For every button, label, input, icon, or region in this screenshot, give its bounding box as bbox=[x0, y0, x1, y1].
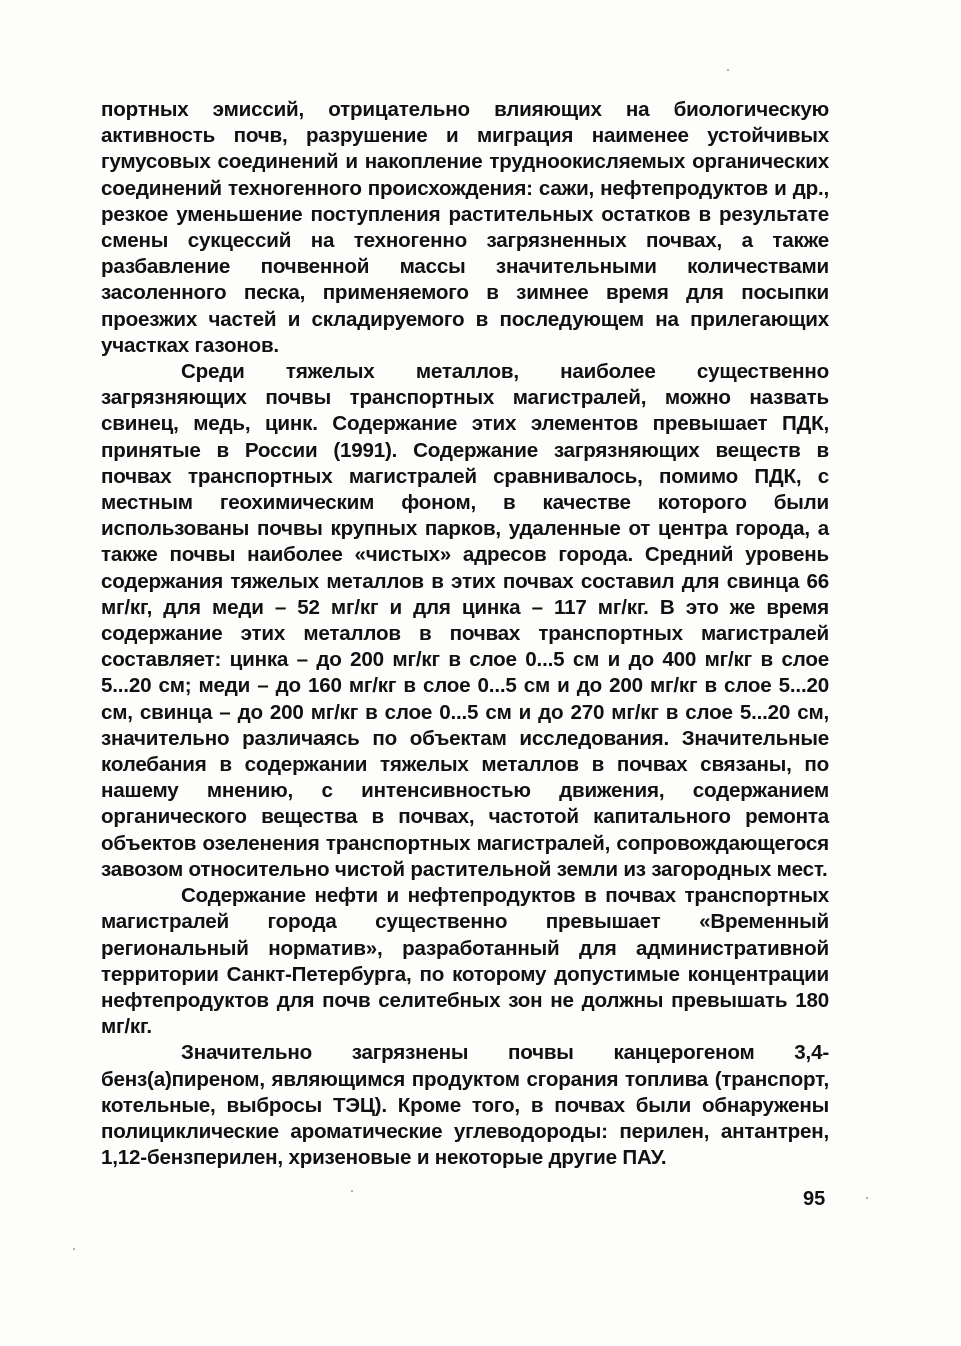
scan-speck bbox=[73, 1248, 75, 1250]
scan-speck bbox=[866, 1197, 868, 1199]
paragraph-heavy-metals: Среди тяжелых металлов, наиболее существенно загрязняющих почвы транспортных магистралей, можно назвать свинец, медь, цинк. Содержание этих элементов превышает ПДК, принятые в России (1991). Содержание загрязняющих веществ в почвах транспортных магистралей сравнивалось, помимо ПДК, с местным геохимическим фоном, в качестве которого были использованы почвы крупных парков, удаленные от центра города, а также почвы наиболее «чистых» адресов города. Средний уровень содержания тяжелых металлов в этих почвах составил для свинца 66 мг/кг, для меди – 52 мг/кг и для цинка – 117 мг/кг. В это же время содержание этих металлов в почвах транспортных магистралей составляет: цинка – до 200 мг/кг в слое 0...5 см и до 400 мг/кг в слое 5...20 см; меди – до 160 мг/кг в слое 0...5 см и до 200 мг/кг в слое 5...20 см, свинца – до 200 мг/кг в слое 0...5 см и до 270 мг/кг в слое 5...20 см, значительно различаясь по объектам исследования. Значительные колебания в содержании тяжелых металлов в почвах связаны, по нашему мнению, с интенсивностью движения, содержанием органического вещества в почвах, частотой капитального ремонта объектов озеленения транспортных магистралей, сопровождающегося завозом относительно чистой растительной земли из загородных мест. bbox=[101, 360, 829, 881]
scan-speck bbox=[727, 69, 729, 71]
page-number: 95 bbox=[803, 1188, 826, 1210]
scan-speck bbox=[351, 1190, 353, 1192]
paragraph-continuation: портных эмиссий, отрицательно влияющих на биологическую активность почв, разрушение и миграция наименее устойчивых гумусовых соединений и накопление трудноокисляемых органических соединений техногенного происхождения: сажи, нефтепродуктов и др., резкое уменьшение поступления растительных остатков в результате смены сукцессий на техногенно загрязненных почвах, а также разбавление почвенной массы значительными количествами засоленного песка, применяемого в зимнее время для посыпки проезжих частей и складируемого в последующем на прилегающих участках газонов. bbox=[101, 98, 829, 357]
paragraph-oil-products: Содержание нефти и нефтепродуктов в почвах транспортных магистралей города существенно превышает «Временный региональный норматив», разработанный для административной территории Санкт-Петербурга, по которому допустимые концентрации нефтепродуктов для почв селитебных зон не должны превышать 180 мг/кг. bbox=[101, 884, 829, 1039]
paragraph-benzopyrene: Значительно загрязнены почвы канцерогеном 3,4-бенз(а)пиреном, являющимся продуктом сгорания топлива (транспорт, котельные, выбросы ТЭЦ). Кроме того, в почвах были обнаружены полициклические ароматические углеводороды: перилен, антантрен, 1,12-бензперилен, хризеновые и некоторые другие ПАУ. bbox=[101, 1041, 829, 1170]
page-body bbox=[101, 97, 829, 1171]
